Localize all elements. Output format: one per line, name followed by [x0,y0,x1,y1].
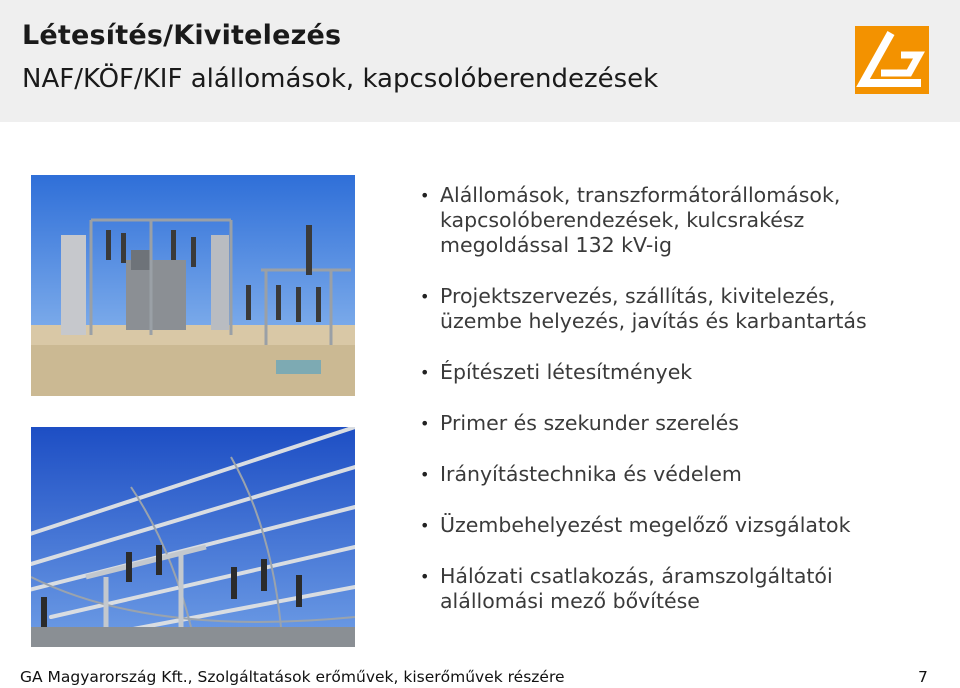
busbar-photo [31,427,355,647]
page-number: 7 [918,668,928,686]
substation-photo [31,175,355,396]
list-item: • Projektszervezés, szállítás, kivitelezés, üzembe helyezés, javítás és karbantartás [420,284,940,334]
company-logo-icon [855,26,929,94]
list-item: • Irányítástechnika és védelem [420,462,940,487]
list-item: • Üzembehelyezést megelőző vizsgálatok [420,513,940,538]
list-item: • Építészeti létesítmények [420,360,940,385]
list-item: • Hálózati csatlakozás, áramszolgáltatói alállomási mező bővítése [420,564,940,614]
slide-subtitle: NAF/KÖF/KIF alállomások, kapcsolóberendezések [22,64,659,94]
list-item: • Alállomások, transzformátorállomások, kapcsolóberendezések, kulcsrakész megoldással 132 kV-ig [420,183,940,258]
slide-title: Létesítés/Kivitelezés [22,20,342,51]
list-item: • Primer és szekunder szerelés [420,411,940,436]
slide-header [0,0,960,122]
service-list [420,183,940,614]
footer-text: GA Magyarország Kft., Szolgáltatások erőművek, kiserőművek részére [20,668,565,686]
